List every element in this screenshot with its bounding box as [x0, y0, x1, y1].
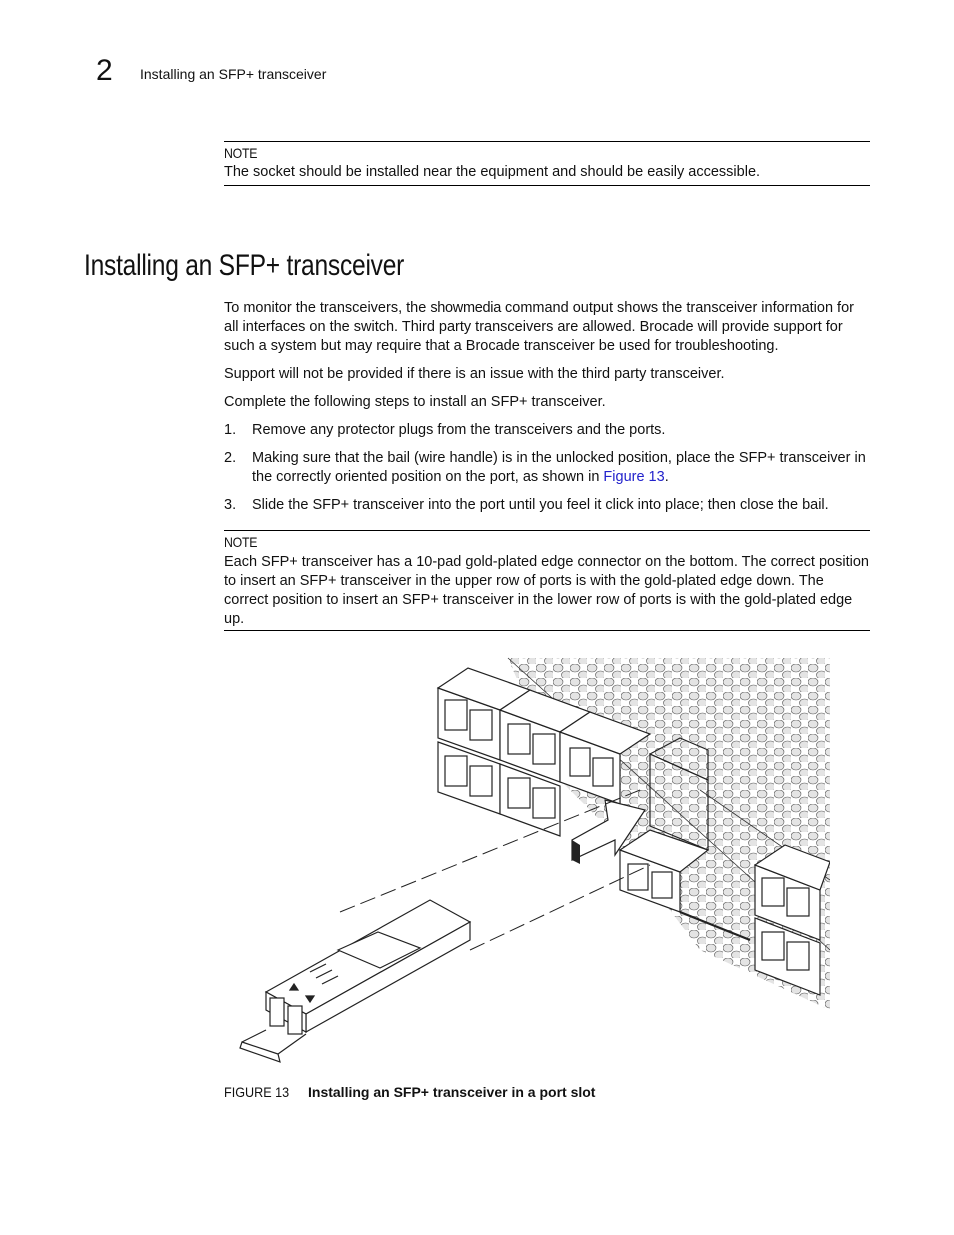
step-text: Slide the SFP+ transceiver into the port until you feel it click into place; then close the bail. [252, 497, 829, 513]
step-text-start: Making sure that the bail (wire handle) is in the unlocked position, place the SFP+ transceiver in the correctly oriented position on the port, as shown in [252, 450, 866, 485]
step-text [252, 449, 872, 487]
figure-label: FIGURE 13 [224, 1084, 290, 1100]
step-text-end: . [664, 469, 669, 485]
note-text: Each SFP+ transceiver has a 10-pad gold-plated edge connector on the bottom. The correct position to insert an SFP+ transceiver in the upper row of ports is with the gold-plated edge down. The correct position to insert an SFP+ transceiver in the lower row of ports is with the gold-plated edge up. [224, 554, 869, 627]
section-title: Installing an SFP+ transceiver [84, 249, 405, 282]
steps-intro-paragraph: Complete the following steps to install an SFP+ transceiver. [224, 394, 606, 410]
note-label: NOTE [224, 145, 258, 161]
figure-13-link[interactable]: Figure 13 [603, 469, 665, 485]
running-header: Installing an SFP+ transceiver [140, 66, 327, 82]
chapter-number: 2 [96, 54, 113, 87]
step-number: 1. [224, 422, 237, 438]
intro-paragraph [224, 299, 870, 356]
intro-text-start: To monitor the transceivers, the [224, 300, 431, 316]
step-number: 2. [224, 450, 237, 466]
sfp-transceiver [240, 900, 470, 1062]
sfp-installation-illustration [230, 650, 830, 1070]
figure-title: Installing an SFP+ transceiver in a port slot [308, 1084, 596, 1100]
figure-caption [224, 1084, 595, 1100]
note-label: NOTE [224, 534, 258, 550]
note-box-edge-connector [224, 530, 870, 631]
note-text: The socket should be installed near the equipment and should be easily accessible. [224, 164, 761, 180]
command-showmedia: showmedia [430, 300, 501, 316]
intro-text-end: command output shows the transceiver information for all interfaces on the switch. Third party transceivers are allowed. Brocade will provide support for such a system but may require that a Brocade transceiver be used for troubleshooting. [224, 300, 854, 354]
support-paragraph: Support will not be provided if there is an issue with the third party transceiver. [224, 366, 725, 382]
step-text: Remove any protector plugs from the transceivers and the ports. [252, 422, 666, 438]
step-number: 3. [224, 497, 237, 513]
note-box-socket [224, 141, 870, 186]
